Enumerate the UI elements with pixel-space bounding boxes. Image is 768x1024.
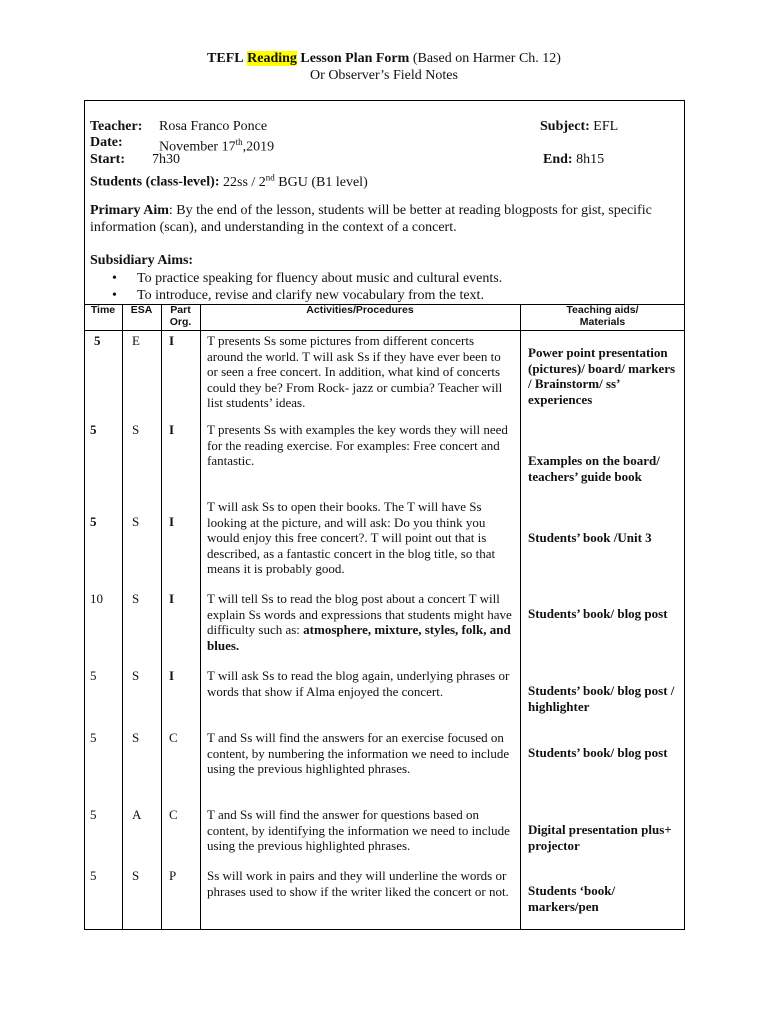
subsidiary-aims-list <box>112 270 502 304</box>
subsidiary-label-text: Subsidiary Aims: <box>90 253 194 268</box>
table-row-org: C <box>169 730 178 745</box>
table-row-org: I <box>169 333 175 348</box>
subsidiary-aims-label <box>90 252 193 269</box>
activity-vocabulary: atmosphere, mixture, styles, folk, and blues. <box>207 622 511 653</box>
table-row-materials: Students’ book/ blog post <box>528 745 668 760</box>
table-row-materials: Students’ book/ blog post / highlighter <box>528 683 675 714</box>
table-row-activity: Ss will work in pairs and they will underline the words or phrases used to show if the writer liked the concert or not. <box>207 868 509 899</box>
table-row-org: I <box>169 591 175 606</box>
subsidiary-aim-item: • To introduce, revise and clarify new vocabulary from the text. <box>112 287 502 304</box>
activity-text: T will tell Ss to read the blog post about a concert T will explain Ss words and expressions that students might have difficulty such as: <box>207 591 512 637</box>
subject-row <box>540 118 618 135</box>
table-row-activity: T presents Ss some pictures from different concerts around the world. T will ask Ss if they have ever been to or seen a free concert. In addition, what kind of concerts could they be? From Rock- jazz or cumbia? Teacher will list students’ ideas. <box>207 333 503 410</box>
primary-aim-label: Primary Aim <box>90 203 169 218</box>
table-row-esa: S <box>132 591 140 606</box>
table-row-org: I <box>169 514 175 529</box>
end-value: 8h15 <box>576 152 605 167</box>
table-row-time: 5 <box>90 807 97 822</box>
table-row-activity: T will ask Ss to open their books. The T will have Ss looking at the picture, and will ask: Do you think you would enjoy this free concert?. T will point out that is described, as a fantastic concert in the blog title, so that means it is probably good. <box>207 499 496 576</box>
col-header-activities: Activities/Procedures <box>306 304 414 316</box>
title-suffix: (Based on Harmer Ch. 12) <box>412 51 561 66</box>
table-row-time: 5 <box>90 730 97 745</box>
teacher-value: Rosa Franco Ponce <box>159 119 268 134</box>
date-value-pre: November 17 <box>159 139 236 155</box>
title-line-1 <box>0 50 768 67</box>
date-value-post: ,2019 <box>242 139 275 155</box>
students-sup: nd <box>265 172 275 182</box>
table-row-esa: S <box>132 668 140 683</box>
table-row-esa: S <box>132 422 140 437</box>
table-row-materials: Students’ book/ blog post <box>528 606 668 621</box>
teacher-row <box>90 118 268 135</box>
title-bold-rest: Lesson Plan Form <box>300 51 410 66</box>
primary-aim <box>90 202 670 236</box>
subject-label: Subject: <box>540 119 590 134</box>
col-header-materials: Teaching aids/ Materials <box>566 304 639 328</box>
table-row-activity: T and Ss will find the answer for questions based on content, by identifying the information we need to include using the previous highlighted phrases. <box>207 807 510 853</box>
col-divider <box>520 304 521 930</box>
subsidiary-aim-item: • To practice speaking for fluency about music and cultural events. <box>112 270 502 287</box>
table-row-activity: T and Ss will find the answers for an exercise focused on content, by numbering the information we need to include using the previous highlighted phrases. <box>207 730 510 776</box>
end-label: End: <box>543 152 573 167</box>
start-value: 7h30 <box>152 152 180 167</box>
lesson-table <box>84 304 685 930</box>
students-row <box>90 169 368 191</box>
start-row <box>90 151 180 168</box>
table-row-activity <box>207 591 517 653</box>
col-divider <box>161 304 162 930</box>
students-value <box>223 172 368 190</box>
table-header-border <box>84 330 685 331</box>
col-header-esa: ESA <box>130 304 153 316</box>
col-divider <box>122 304 123 930</box>
table-row-org: I <box>169 422 175 437</box>
col-divider <box>200 304 201 930</box>
table-row-materials: Students ‘book/ markers/pen <box>528 883 616 914</box>
primary-aim-text: : By the end of the lesson, students will be better at reading blogposts for gist, specific information (scan), and understanding in the context of a concert. <box>90 203 652 235</box>
table-row-activity: T presents Ss with examples the key words they will need for the reading exercise. For examples: Free concert and fantastic. <box>207 422 508 468</box>
title-prefix: TEFL <box>207 51 244 66</box>
table-row-org: C <box>169 807 178 822</box>
table-row-materials: Digital presentation plus+ projector <box>528 822 672 853</box>
table-row-esa: S <box>132 730 140 745</box>
table-row-time: 5 <box>90 868 97 883</box>
date-sup: th <box>235 137 243 147</box>
document-title <box>0 50 768 84</box>
table-row-org: I <box>169 668 175 683</box>
date-row <box>90 134 275 155</box>
table-row-time: 10 <box>90 591 103 606</box>
table-row-esa: E <box>132 333 140 348</box>
teacher-label: Teacher: <box>90 119 143 134</box>
table-row-activity: T will ask Ss to read the blog again, underlying phrases or words that show if Alma enjoyed the concert. <box>207 668 510 699</box>
table-row-time: 5 <box>90 422 97 437</box>
start-label: Start: <box>90 152 125 167</box>
table-row-materials: Students’ book /Unit 3 <box>528 530 652 545</box>
table-row-time: 5 <box>90 514 97 529</box>
table-row-org: P <box>169 868 177 883</box>
date-label: Date: <box>90 135 123 150</box>
end-row <box>543 151 604 168</box>
students-value-pre: 22ss / 2 <box>223 174 266 190</box>
students-value-post: BGU (B1 level) <box>278 174 368 190</box>
students-label: Students (class-level): <box>90 174 220 190</box>
table-row-time: 5 <box>90 668 97 683</box>
table-row-materials: Examples on the board/ teachers’ guide book <box>528 453 660 484</box>
subject-value: EFL <box>593 119 619 134</box>
title-line-2: Or Observer’s Field Notes <box>310 68 458 83</box>
table-row-esa: A <box>132 807 142 822</box>
table-row-time: 5 <box>94 333 101 348</box>
table-row-materials: Power point presentation (pictures)/ board/ markers / Brainstorm/ ss’ experiences <box>528 345 676 407</box>
title-highlight: Reading <box>247 51 297 66</box>
table-row-esa: S <box>132 868 140 883</box>
col-header-time: Time <box>90 304 116 316</box>
col-header-org: Part Org. <box>169 304 192 328</box>
table-row-esa: S <box>132 514 140 529</box>
